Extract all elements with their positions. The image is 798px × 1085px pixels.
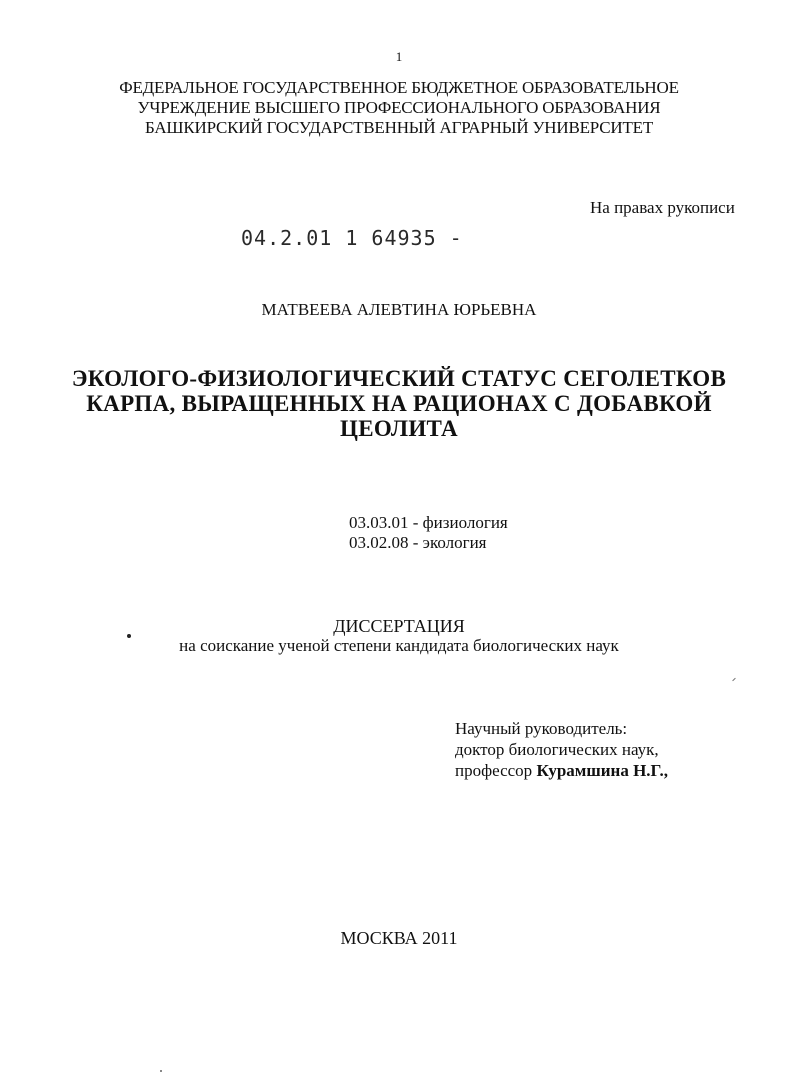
page-number: 1 bbox=[395, 49, 403, 64]
supervisor-position: профессор bbox=[455, 761, 533, 780]
supervisor-title-line bbox=[455, 761, 668, 781]
city-year: МОСКВА 2011 bbox=[340, 928, 458, 948]
document-type: ДИССЕРТАЦИЯ bbox=[333, 616, 465, 636]
degree-statement: на соискание ученой степени кандидата биологических наук bbox=[179, 636, 619, 655]
scan-mark bbox=[732, 678, 736, 682]
specialty-ecology: 03.02.08 - экология bbox=[349, 533, 487, 552]
dissertation-title-line-1: ЭКОЛОГО-ФИЗИОЛОГИЧЕСКИЙ СТАТУС СЕГОЛЕТКОВ bbox=[71, 366, 727, 391]
institution-line-2: УЧРЕЖДЕНИЕ ВЫСШЕГО ПРОФЕССИОНАЛЬНОГО ОБРАЗОВАНИЯ bbox=[137, 98, 661, 117]
registration-stamp-number: 04.2.01 1 64935 - bbox=[241, 226, 463, 250]
supervisor-name: Курамшина Н.Г., bbox=[536, 761, 668, 780]
institution-line-3: БАШКИРСКИЙ ГОСУДАРСТВЕННЫЙ АГРАРНЫЙ УНИВЕРСИТЕТ bbox=[144, 118, 654, 137]
specialty-physiology: 03.03.01 - физиология bbox=[349, 513, 508, 532]
dissertation-title-line-2: КАРПА, ВЫРАЩЕННЫХ НА РАЦИОНАХ С ДОБАВКОЙ bbox=[86, 391, 712, 416]
scan-speck-bottom bbox=[160, 1070, 162, 1072]
supervisor-label: Научный руководитель: bbox=[455, 719, 628, 738]
dissertation-title-line-3: ЦЕОЛИТА bbox=[340, 416, 458, 441]
author-name: МАТВЕЕВА АЛЕВТИНА ЮРЬЕВНА bbox=[261, 300, 537, 319]
supervisor-degree: доктор биологических наук, bbox=[455, 740, 659, 759]
manuscript-rights-note: На правах рукописи bbox=[590, 198, 735, 217]
institution-line-1: ФЕДЕРАЛЬНОЕ ГОСУДАРСТВЕННОЕ БЮДЖЕТНОЕ ОБРАЗОВАТЕЛЬНОЕ bbox=[119, 78, 679, 97]
